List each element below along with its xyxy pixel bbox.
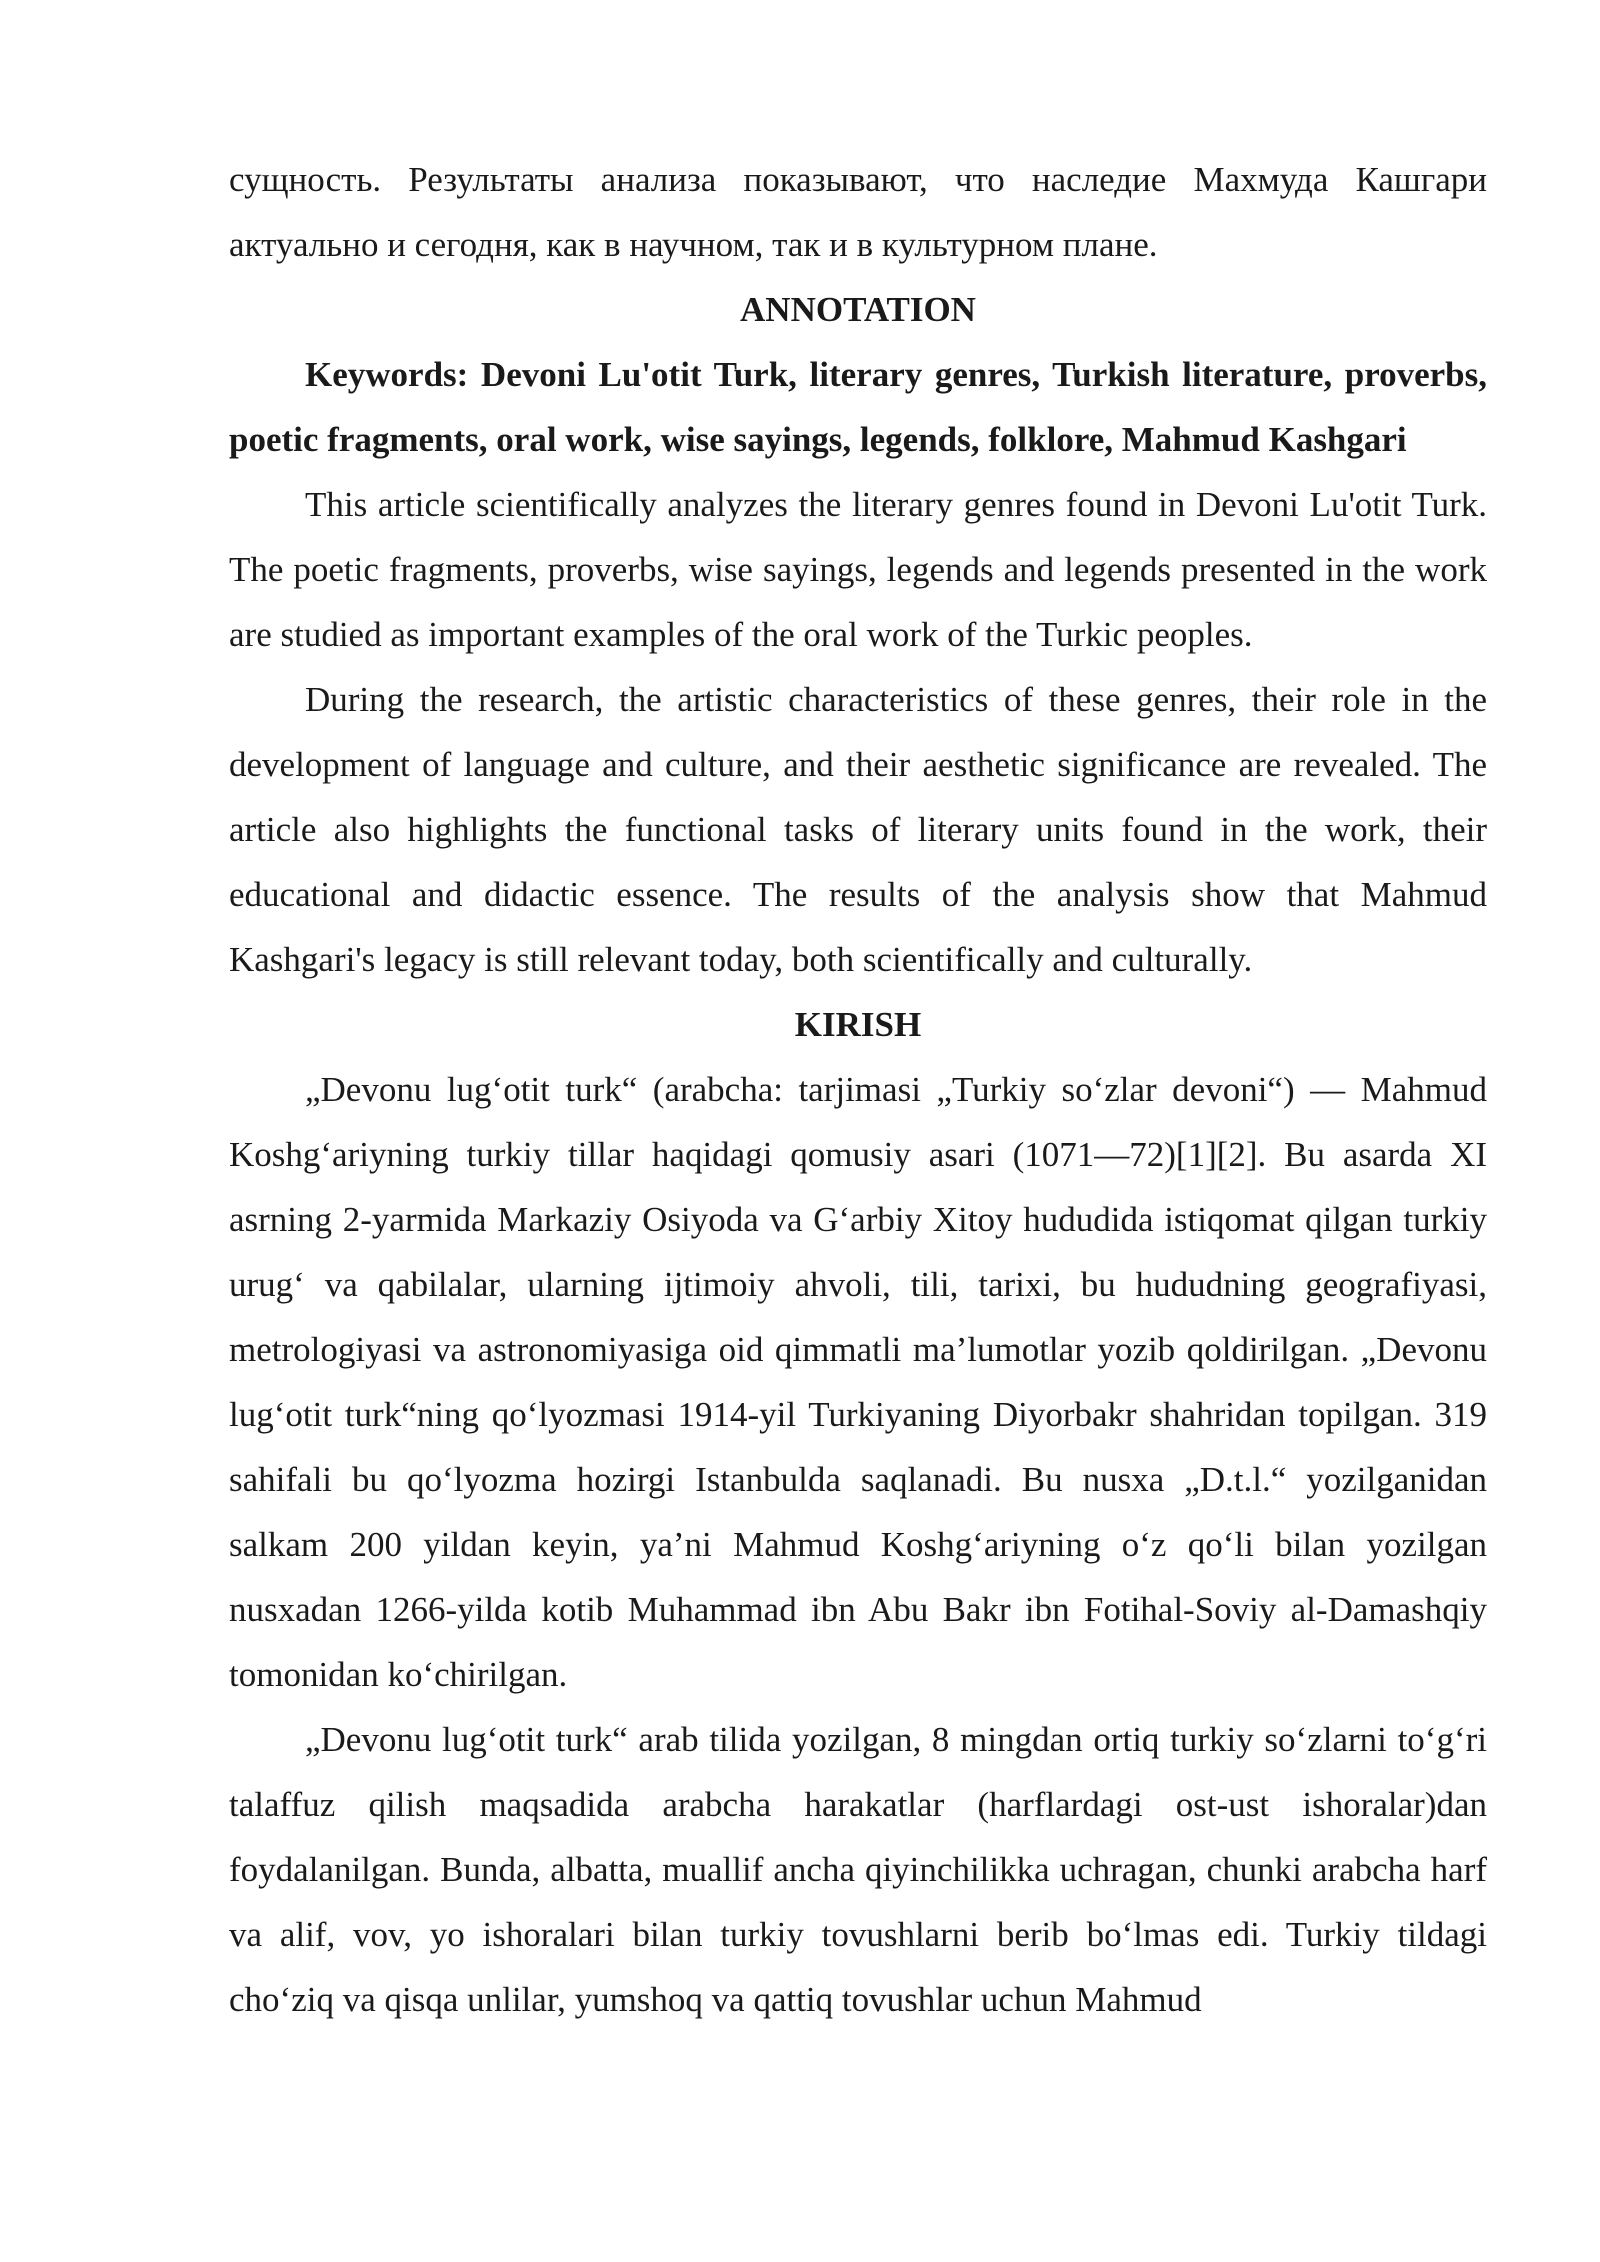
kirish-paragraph-2: „Devonu lug‘otit turk“ arab tilida yozilgan, 8 mingdan ortiq turkiy so‘zlarni to‘g‘ri talaffuz qilish maqsadida arabcha harakatlar (harflardagi ost-ust ishoralar)dan foydalanilgan. Bunda, albatta, muallif ancha qiyinchilikka uchragan, chunki arabcha harf va alif, vov, yo ishoralari bilan turkiy tovushlarni berib bo‘lmas edi. Turkiy tildagi cho‘ziq va qisqa unlilar, yumshoq va qattiq tovushlar uchun Mahmud	[229, 1720, 1487, 2019]
document-page	[229, 147, 1487, 2032]
keywords-paragraph: Keywords: Devoni Lu'otit Turk, literary genres, Turkish literature, proverbs, poetic fragments, oral work, wise sayings, legends, folklore, Mahmud Kashgari	[229, 355, 1487, 459]
russian-abstract-continuation: сущность. Результаты анализа показывают, что наследие Махмуда Кашгари актуально и сегодня, как в научном, так и в культурном плане.	[229, 160, 1487, 264]
annotation-paragraph-1: This article scientifically analyzes the literary genres found in Devoni Lu'otit Turk. The poetic fragments, proverbs, wise sayings, legends and legends presented in the work are studied as important examples of the oral work of the Turkic peoples.	[229, 485, 1487, 654]
kirish-heading: KIRISH	[794, 1005, 922, 1044]
kirish-paragraph-1: „Devonu lug‘otit turk“ (arabcha: tarjimasi „Turkiy so‘zlar devoni“) — Mahmud Koshg‘ariyning turkiy tillar haqidagi qomusiy asari (1071—72)[1][2]. Bu asarda XI asrning 2-yarmida Markaziy Osiyoda va G‘arbiy Xitoy hududida istiqomat qilgan turkiy urug‘ va qabilalar, ularning ijtimoiy ahvoli, tili, tarixi, bu hududning geografiyasi, metrologiyasi va astronomiyasiga oid qimmatli ma’lumotlar yozib qoldirilgan. „Devonu lug‘otit turk“ning qo‘lyozmasi 1914-yil Turkiyaning Diyorbakr shahridan topilgan. 319 sahifali bu qo‘lyozma hozirgi Istanbulda saqlanadi. Bu nusxa „D.t.l.“ yozilganidan salkam 200 yildan keyin, ya’ni Mahmud Koshg‘ariyning o‘z qo‘li bilan yozilgan nusxadan 1266-yilda kotib Muhammad ibn Abu Bakr ibn Fotihal-Soviy al-Damashqiy tomonidan ko‘chirilgan.	[229, 1070, 1487, 1694]
annotation-paragraph-2: During the research, the artistic characteristics of these genres, their role in the development of language and culture, and their aesthetic significance are revealed. The article also highlights the functional tasks of literary units found in the work, their educational and didactic essence. The results of the analysis show that Mahmud Kashgari's legacy is still relevant today, both scientifically and culturally.	[229, 680, 1487, 979]
annotation-heading: ANNOTATION	[740, 290, 976, 329]
